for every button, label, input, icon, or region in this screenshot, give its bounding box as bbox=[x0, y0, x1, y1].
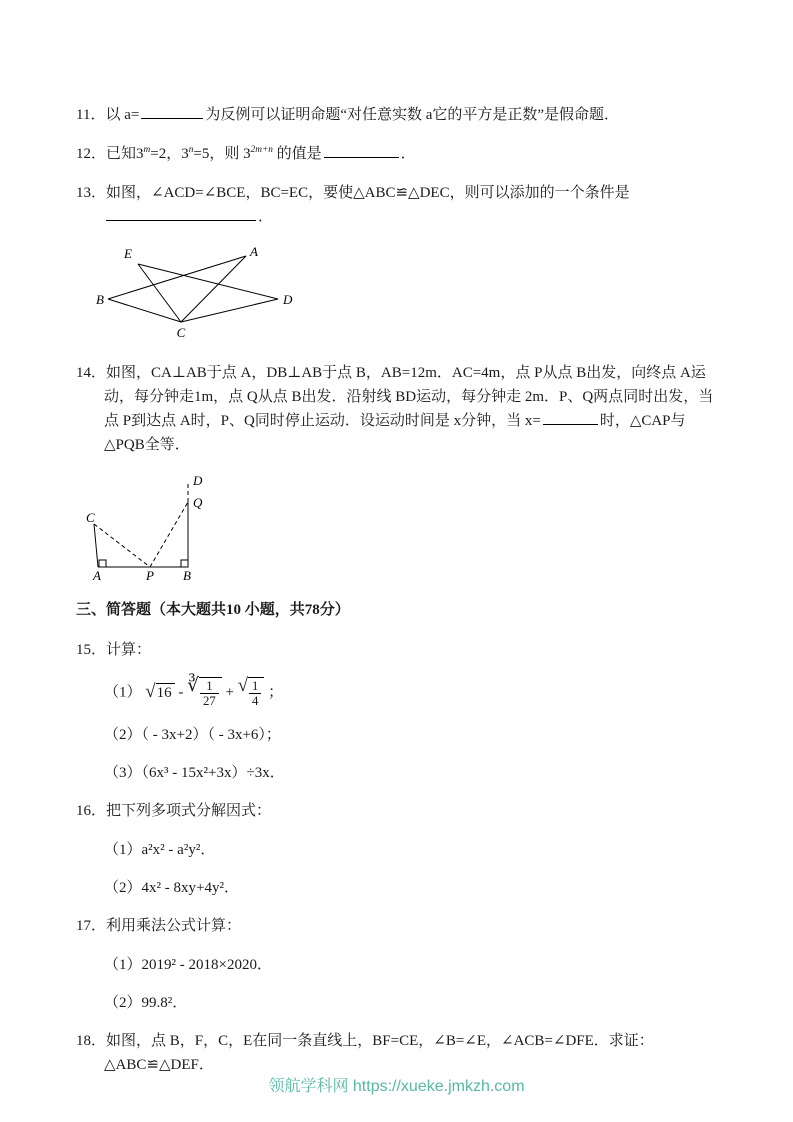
answer-blank bbox=[141, 104, 203, 119]
question-17 bbox=[76, 914, 723, 938]
question-number: 15． bbox=[76, 641, 107, 658]
question-14 bbox=[76, 361, 723, 457]
exponent: m bbox=[143, 145, 151, 155]
cbrt-expression bbox=[187, 674, 222, 709]
item-label: （3） bbox=[104, 764, 142, 781]
exponent: n bbox=[188, 145, 194, 155]
q15-item-2 bbox=[104, 723, 723, 747]
question-text: 如图，点 B，F，C，E在同一条直线上，BF=CE，∠B=∠E，∠ACB=∠DFE．求证：△ABC≌△DEF． bbox=[104, 1032, 654, 1073]
question-text: 以 a= bbox=[105, 107, 140, 123]
question-text: 如图，∠ACD=∠BCE，BC=EC，要使△ABC≌△DEC，则可以添加的一个条件是 bbox=[106, 185, 630, 201]
figure-q14 bbox=[86, 472, 723, 589]
point-label-C: C bbox=[86, 510, 95, 525]
sqrt-expression bbox=[145, 683, 174, 702]
question-number: 14． bbox=[76, 365, 107, 381]
fraction bbox=[200, 679, 219, 709]
question-text: 如图，CA⊥AB于点 A，DB⊥AB于点 B，AB=12m．AC=4m，点 P从点 B出发，向终点 A运动，每分钟走1m，点 Q从点 B出发．沿射线 BD运动，每分钟走 2m．P、Q两点同时出发，当点 P到达点 A时，P、Q同时停止运动．设运动时间是 x分钟，当 x= bbox=[104, 365, 714, 429]
point-label-P: P bbox=[146, 568, 154, 583]
q15-item-1 bbox=[104, 674, 723, 709]
question-number: 11． bbox=[76, 107, 106, 123]
operator: - bbox=[178, 684, 188, 701]
point-label-B: B bbox=[96, 292, 104, 307]
radical-sign: √ bbox=[237, 674, 249, 696]
section-3-title: 三、简答题（本大题共10 小题，共78分） bbox=[76, 602, 350, 618]
congruent-triangles-figure bbox=[96, 244, 296, 340]
question-text: 把下列多项式分解因式： bbox=[106, 802, 272, 819]
question-15 bbox=[76, 638, 723, 662]
answer-blank bbox=[543, 410, 598, 425]
question-text: 计算： bbox=[106, 641, 152, 658]
sqrt-expression bbox=[237, 674, 265, 709]
radicand bbox=[199, 677, 222, 709]
question-16 bbox=[76, 799, 723, 823]
question-text: =2，3 bbox=[150, 146, 189, 162]
question-text: =5，则 3 bbox=[193, 146, 251, 162]
right-angle-marker-B bbox=[181, 560, 188, 567]
radical-sign: √ bbox=[145, 681, 156, 703]
point-label-D: D bbox=[283, 292, 293, 307]
question-18 bbox=[76, 1029, 723, 1077]
radicand: 16 bbox=[156, 683, 175, 702]
item-text: （6x³ - 15x²+3x）÷3x． bbox=[141, 764, 285, 781]
q17-item-2 bbox=[104, 991, 723, 1015]
item-label: （1） bbox=[104, 684, 142, 701]
denominator: 27 bbox=[203, 694, 216, 709]
point-label-D: D bbox=[193, 473, 203, 488]
item-text: 4x² - 8xy+4y²． bbox=[141, 879, 239, 896]
item-text: 99.8²． bbox=[141, 994, 188, 1011]
radicand bbox=[248, 677, 264, 709]
question-number: 18． bbox=[76, 1032, 107, 1049]
q16-item-2 bbox=[104, 876, 723, 900]
point-label-A: A bbox=[250, 244, 258, 259]
question-number: 16． bbox=[76, 802, 107, 819]
figure-q13 bbox=[96, 244, 723, 345]
question-12 bbox=[76, 142, 723, 166]
question-text: 利用乘法公式计算： bbox=[106, 917, 242, 934]
question-text: 的值是 bbox=[272, 146, 322, 162]
watermark-text: 领航学科网 https://xueke.jmkzh.com bbox=[268, 1078, 525, 1095]
answer-blank bbox=[106, 206, 256, 221]
q16-item-1 bbox=[104, 838, 723, 862]
exponent: 2m+n bbox=[250, 145, 273, 155]
answer-blank bbox=[324, 143, 399, 158]
point-label-C: C bbox=[176, 325, 186, 340]
fraction bbox=[249, 679, 261, 709]
item-label: （2） bbox=[104, 879, 142, 896]
question-text: 为反例可以证明命题“对任意实数 a它的平方是正数”是假命题． bbox=[205, 107, 620, 123]
motion-points-figure bbox=[86, 472, 221, 584]
item-text: 2019² - 2018×2020． bbox=[141, 956, 272, 973]
question-11 bbox=[76, 103, 723, 127]
item-label: （1） bbox=[104, 956, 142, 973]
site-watermark bbox=[0, 1073, 793, 1096]
denominator: 4 bbox=[252, 694, 259, 709]
question-number: 17． bbox=[76, 917, 107, 934]
numerator: 1 bbox=[249, 679, 261, 695]
punctuation: ； bbox=[268, 684, 284, 701]
point-label-E: E bbox=[124, 246, 132, 261]
q17-item-1 bbox=[104, 953, 723, 977]
point-label-Q: Q bbox=[193, 495, 203, 510]
numerator: 1 bbox=[200, 679, 219, 695]
question-text: ． bbox=[400, 146, 416, 162]
item-text: （ - 3x+2）（ - 3x+6）； bbox=[141, 726, 281, 743]
question-text: 已知3 bbox=[106, 146, 144, 162]
item-label: （1） bbox=[104, 841, 142, 858]
item-label: （2） bbox=[104, 994, 142, 1011]
operator: + bbox=[225, 684, 234, 701]
question-13 bbox=[76, 181, 723, 229]
item-text: a²x² - a²y²． bbox=[141, 841, 216, 858]
question-number: 13． bbox=[76, 185, 107, 201]
item-label: （2） bbox=[104, 726, 142, 743]
question-number: 12． bbox=[76, 146, 107, 162]
question-text: ． bbox=[258, 209, 274, 225]
question-text: 时，△CAP与△PQB全等． bbox=[104, 413, 686, 453]
q15-item-3 bbox=[104, 761, 723, 785]
point-label-A: A bbox=[93, 568, 101, 583]
point-label-B: B bbox=[183, 568, 191, 583]
right-angle-marker-A bbox=[99, 560, 106, 567]
cube-radical-sign: ∛ bbox=[187, 674, 200, 696]
